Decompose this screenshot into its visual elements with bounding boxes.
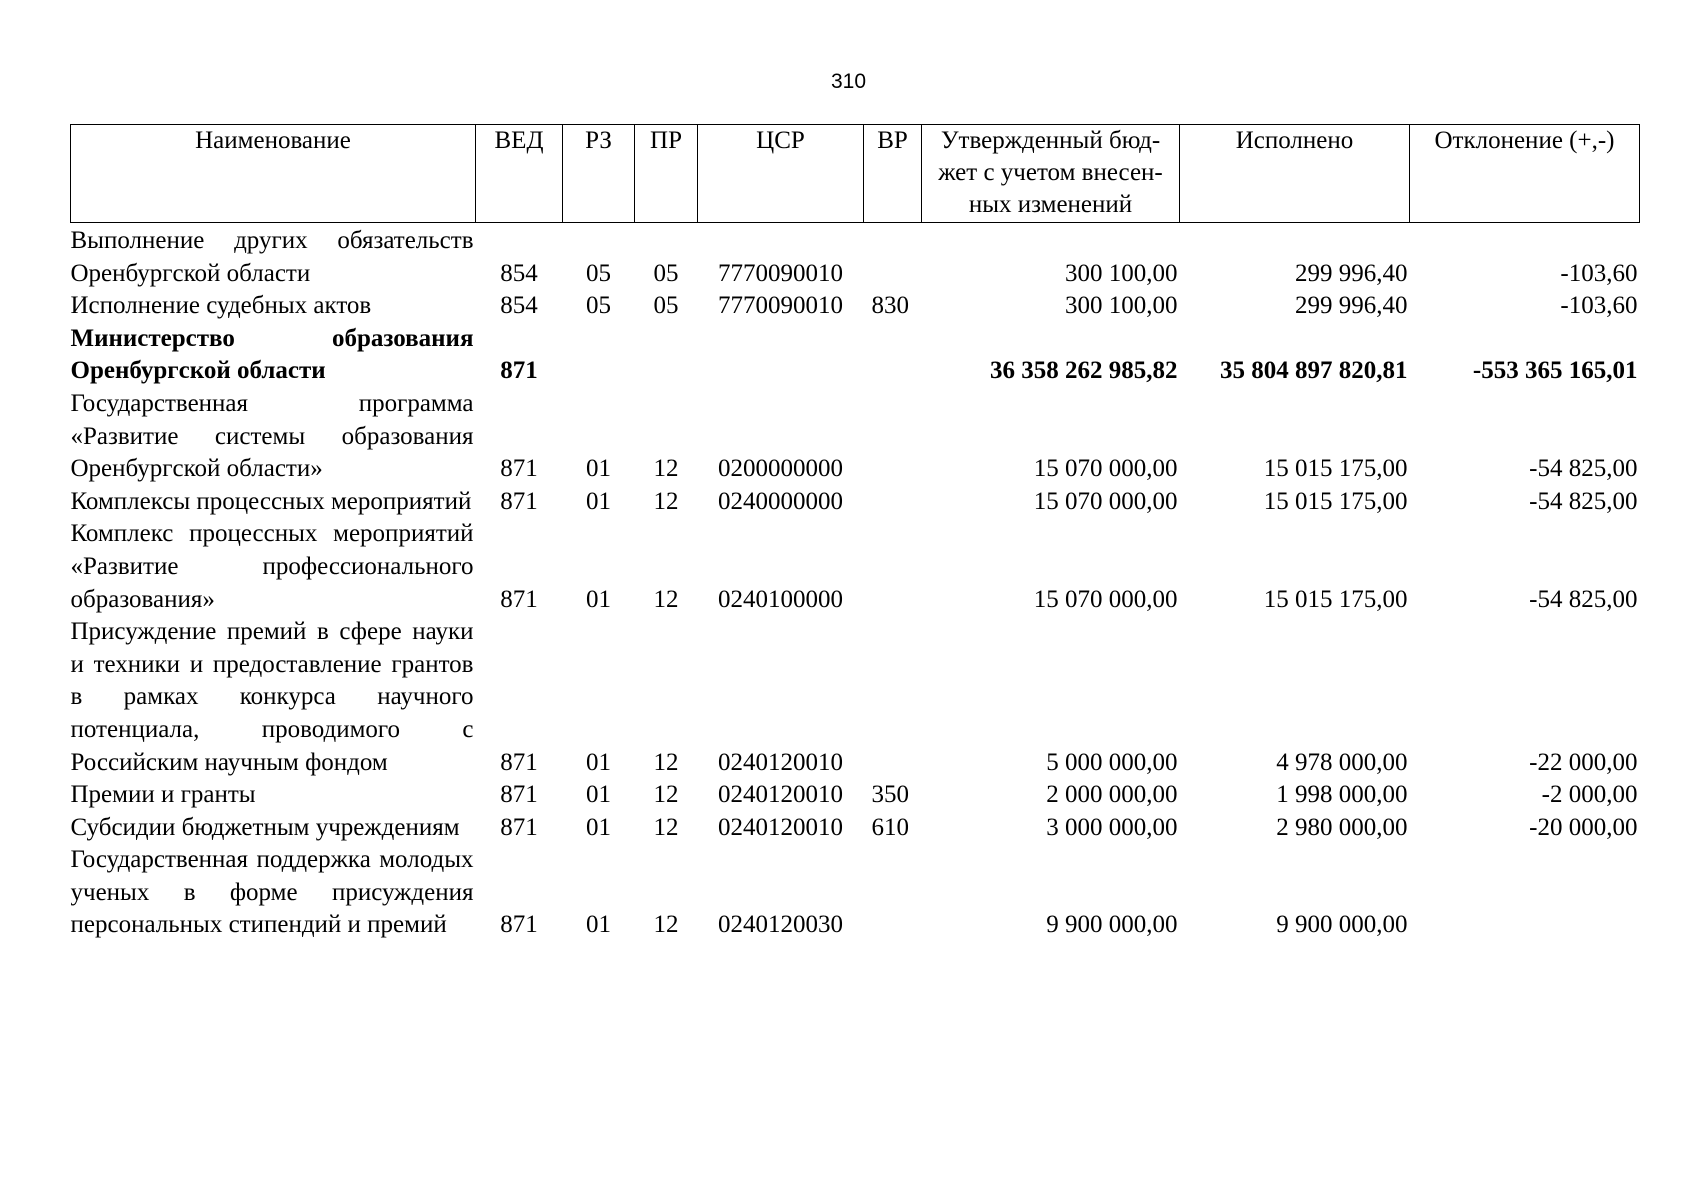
cell-vr: 830 [871,292,909,320]
cell-vr [864,616,922,779]
cell-ved: 871 [500,781,538,809]
cell-vr: 350 [871,781,909,809]
table-row [71,486,1640,519]
cell-rz: 01 [586,455,611,483]
header-name: Наименование [71,125,476,223]
cell-csr: 0240120010 [718,813,843,841]
header-csr: ЦСР [698,125,864,223]
cell-executed: 1 998 000,00 [1276,781,1408,809]
cell-csr: 0240120030 [718,911,843,939]
cell-pr: 12 [653,748,679,776]
cell-approved: 300 100,00 [1065,259,1178,287]
cell-approved: 36 358 262 985,82 [990,357,1178,385]
cell-vr [864,486,922,519]
cell-ved: 854 [500,259,538,287]
cell-name: Выполнение других обязательств Оренбургской области [70,227,474,287]
header-ved: ВЕД [476,125,563,223]
cell-approved: 9 900 000,00 [1046,911,1178,939]
cell-vr [864,388,922,486]
cell-rz: 01 [586,748,611,776]
cell-ved: 871 [500,487,538,515]
cell-deviation: -553 365 165,01 [1472,357,1638,385]
table-header [71,125,1640,223]
cell-approved: 2 000 000,00 [1046,781,1178,809]
cell-name: Премии и гранты [70,781,256,809]
header-executed: Исполнено [1180,125,1410,223]
cell-name: Государственная программа «Развитие системы образования Оренбургской области» [70,389,474,483]
cell-rz: 05 [586,292,611,320]
cell-executed: 15 015 175,00 [1263,455,1408,483]
cell-ved: 871 [500,911,538,939]
cell-pr: 12 [653,455,679,483]
cell-ved: 871 [500,455,538,483]
cell-deviation: -2 000,00 [1541,781,1638,809]
cell-executed: 2 980 000,00 [1276,813,1408,841]
cell-approved: 15 070 000,00 [1033,455,1178,483]
cell-csr: 0240000000 [718,487,843,515]
cell-deviation: -54 825,00 [1529,455,1638,483]
cell-executed: 299 996,40 [1295,292,1408,320]
cell-rz: 01 [586,585,611,613]
cell-approved: 3 000 000,00 [1046,813,1178,841]
cell-pr: 12 [653,911,679,939]
cell-approved: 15 070 000,00 [1033,487,1178,515]
table-row [71,518,1640,616]
table-row [71,844,1640,942]
cell-approved: 15 070 000,00 [1033,585,1178,613]
cell-vr [864,323,922,388]
cell-name: Присуждение премий в сфере науки и техники и предоставление грантов в рамках конкурса научного потенциала, проводимого с Российским научным фондом [70,618,474,776]
cell-name: Субсидии бюджетным учреждениям [70,813,460,841]
cell-pr: 05 [653,259,679,287]
cell-csr: 7770090010 [718,259,843,287]
cell-name: Комплексы процессных мероприятий [70,487,472,515]
cell-executed: 9 900 000,00 [1276,911,1408,939]
cell-rz [563,323,635,388]
cell-pr: 05 [653,292,679,320]
header-vr: ВР [864,125,922,223]
cell-deviation: -103,60 [1560,292,1638,320]
cell-rz: 01 [586,813,611,841]
cell-deviation [1410,844,1640,942]
header-rz: РЗ [563,125,635,223]
cell-pr: 12 [653,585,679,613]
cell-rz: 01 [586,781,611,809]
cell-name: Исполнение судебных актов [70,292,372,320]
cell-pr [635,323,698,388]
cell-csr: 0240120010 [718,781,843,809]
cell-csr: 0240100000 [718,585,843,613]
cell-csr: 7770090010 [718,292,843,320]
table-row [71,290,1640,323]
cell-csr: 0200000000 [718,455,843,483]
cell-vr [864,223,922,291]
page-number: 310 [830,70,867,93]
cell-approved: 5 000 000,00 [1046,748,1178,776]
header-deviation: Отклонение (+,-) [1410,125,1640,223]
table-row [71,388,1640,486]
cell-executed: 15 015 175,00 [1263,487,1408,515]
cell-vr: 610 [871,813,909,841]
cell-executed: 4 978 000,00 [1276,748,1408,776]
cell-name: Комплекс процессных мероприятий «Развитие профессионального образования» [70,520,474,613]
cell-ved: 871 [500,748,538,776]
cell-pr: 12 [653,487,679,515]
budget-table [70,124,1640,942]
table-row [71,323,1640,388]
header-row [71,125,1640,223]
cell-rz: 01 [586,487,611,515]
header-approved: Утвержденный бюд-жет с учетом внесен-ных изменений [922,125,1180,223]
cell-ved: 871 [500,813,538,841]
cell-ved: 854 [500,292,538,320]
table-row [71,779,1640,812]
cell-pr: 12 [653,813,679,841]
cell-vr [864,518,922,616]
cell-approved: 300 100,00 [1065,292,1178,320]
cell-executed: 299 996,40 [1295,259,1408,287]
cell-ved: 871 [500,357,538,385]
cell-ved: 871 [500,585,538,613]
table-row [71,616,1640,779]
cell-vr [864,844,922,942]
cell-deviation: -54 825,00 [1529,487,1638,515]
cell-deviation: -22 000,00 [1529,748,1638,776]
cell-deviation: -54 825,00 [1529,585,1638,613]
cell-csr [698,323,864,388]
cell-csr: 0240120010 [718,748,843,776]
table-row [71,812,1640,845]
cell-rz: 01 [586,911,611,939]
cell-rz: 05 [586,259,611,287]
cell-pr: 12 [653,781,679,809]
table-body [71,223,1640,943]
cell-deviation: -103,60 [1560,259,1638,287]
cell-name: Государственная поддержка молодых ученых в форме присуждения персональных стипендий и премий [70,846,474,939]
cell-executed: 15 015 175,00 [1263,585,1408,613]
cell-executed: 35 804 897 820,81 [1220,357,1408,385]
cell-deviation: -20 000,00 [1529,813,1638,841]
header-pr: ПР [635,125,698,223]
table-row [71,223,1640,291]
cell-name: Министерство образования Оренбургской области [70,324,474,385]
